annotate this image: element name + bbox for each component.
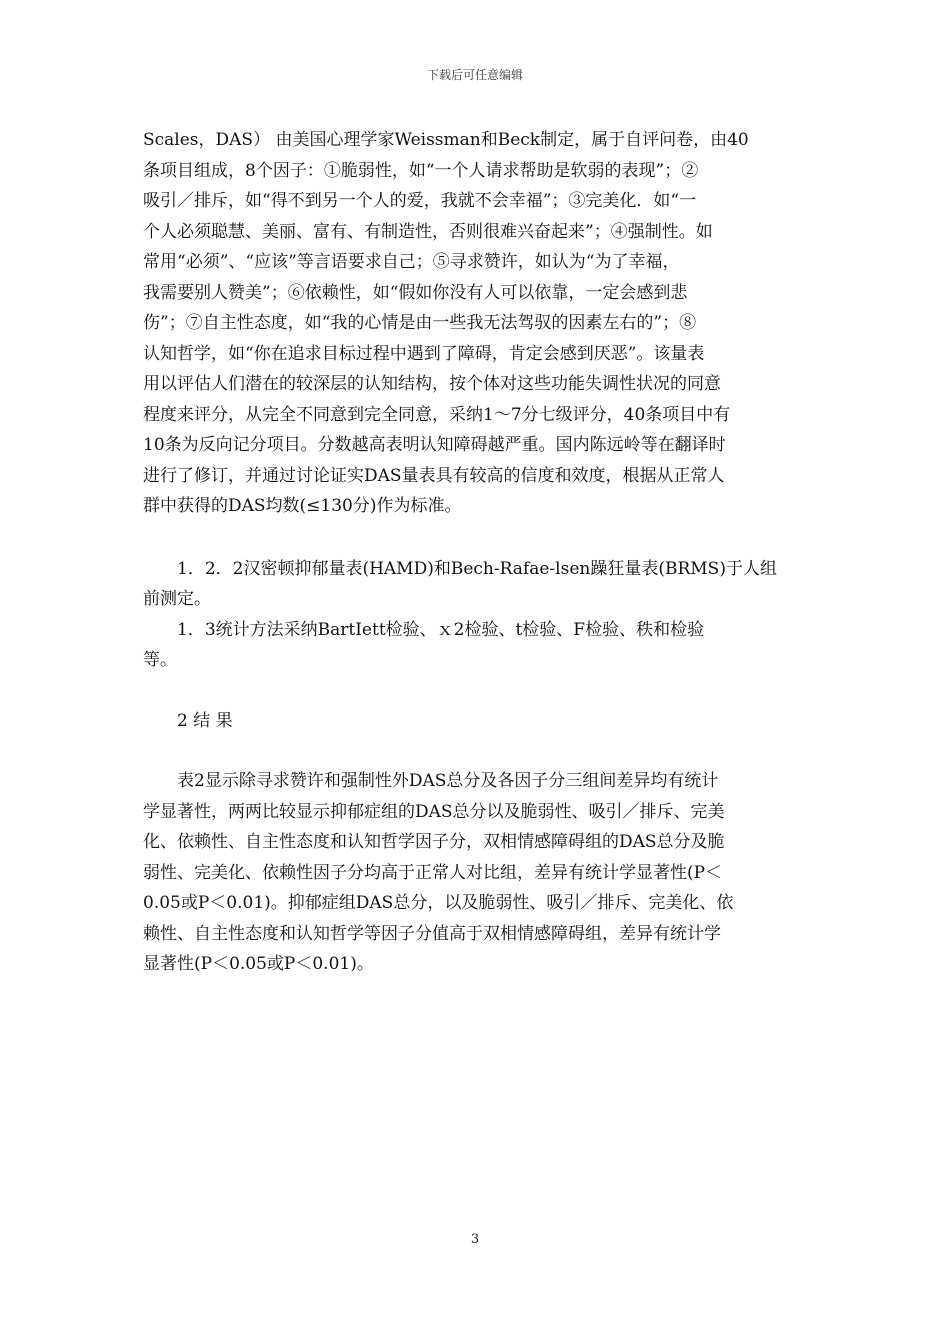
page-header: 下载后可任意编辑 bbox=[426, 68, 523, 82]
text-line: 伤”；⑦自主性态度，如“我的心情是由一些我无法驾驭的因素左右的”；⑧ bbox=[143, 313, 697, 333]
text-line: 化、依赖性、自主性态度和认知哲学因子分，双相情感障碍组的DAS总分及脆 bbox=[143, 832, 725, 852]
text-line: 赖性、自主性态度和认知哲学等因子分值高于双相情感障碍组，差异有统计学 bbox=[143, 923, 721, 944]
text-line: 我需要别人赞美”；⑥依赖性，如“假如你没有人可以依靠，一定会感到悲 bbox=[143, 282, 688, 303]
text-line: 进行了修订，并通过讨论证实DAS量表具有较高的信度和效度，根据从正常人 bbox=[143, 465, 725, 486]
text-line: 10条为反向记分项目。分数越高表明认知障碍越严重。国内陈远岭等在翻译时 bbox=[143, 435, 726, 455]
text-line: 弱性、完美化、依赖性因子分均高于正常人对比组，差异有统计学显著性(P＜ bbox=[143, 862, 723, 883]
text-line: Scales，DAS） 由美国心理学家Weissman和Beck制定，属于自评问卷，由40 bbox=[143, 130, 749, 150]
text-line: 用以评估人们潜在的较深层的认知结构，按个体对这些功能失调性状况的同意 bbox=[143, 374, 721, 394]
text-line: 吸引／排斥，如“得不到另一个人的爱，我就不会幸福”；③完美化．如“一 bbox=[143, 191, 697, 211]
text-line: 学显著性，两两比较显示抑郁症组的DAS总分以及脆弱性、吸引／排斥、完美 bbox=[143, 801, 725, 822]
results-heading: 2 结 果 bbox=[177, 710, 233, 731]
section-1-2-2-line-1: 1．2．2汉密顿抑郁量表(HAMD)和Bech-Rafae-lsen躁狂量表(BRMS)于人组 bbox=[177, 558, 777, 579]
section-1-2-2 bbox=[143, 554, 808, 615]
das-description-paragraph bbox=[143, 125, 808, 522]
text-line: 程度来评分，从完全不同意到完全同意，采纳1～7分七级评分，40条项目中有 bbox=[143, 404, 731, 425]
section-1-2-2-line-2: 前测定。 bbox=[143, 589, 211, 609]
text-line: 个人必须聪慧、美丽、富有、有制造性，否则很难兴奋起来”；④强制性。如 bbox=[143, 221, 713, 242]
results-paragraph bbox=[143, 766, 808, 980]
text-line: 群中获得的DAS均数(≤130分)作为标准。 bbox=[143, 496, 462, 516]
section-1-3-line-2: 等。 bbox=[143, 650, 177, 670]
text-line: 表2显示除寻求赞许和强制性外DAS总分及各因子分三组间差异均有统计 bbox=[177, 771, 719, 791]
section-1-3-line-1: 1．3统计方法采纳BartIett检验、ｘ2检验、t检验、F检验、秩和检验 bbox=[177, 619, 705, 640]
document-body bbox=[143, 125, 808, 980]
text-line: 认知哲学，如“你在追求目标过程中遇到了障碍，肯定会感到厌恶”。该量表 bbox=[143, 343, 705, 364]
text-line: 显著性(P＜0.05或P＜0.01)。 bbox=[143, 954, 374, 974]
text-line: 常用“必须”、“应该”等言语要求自己；⑤寻求赞许，如认为“为了幸福， bbox=[143, 252, 680, 272]
page-number: 3 bbox=[470, 1232, 480, 1247]
text-line: 0.05或P＜0.01)。抑郁症组DAS总分，以及脆弱性、吸引／排斥、完美化、依 bbox=[143, 893, 734, 913]
section-1-3 bbox=[143, 615, 808, 676]
text-line: 条项目组成，8个因子：①脆弱性，如“一个人请求帮助是软弱的表现”；② bbox=[143, 160, 699, 181]
